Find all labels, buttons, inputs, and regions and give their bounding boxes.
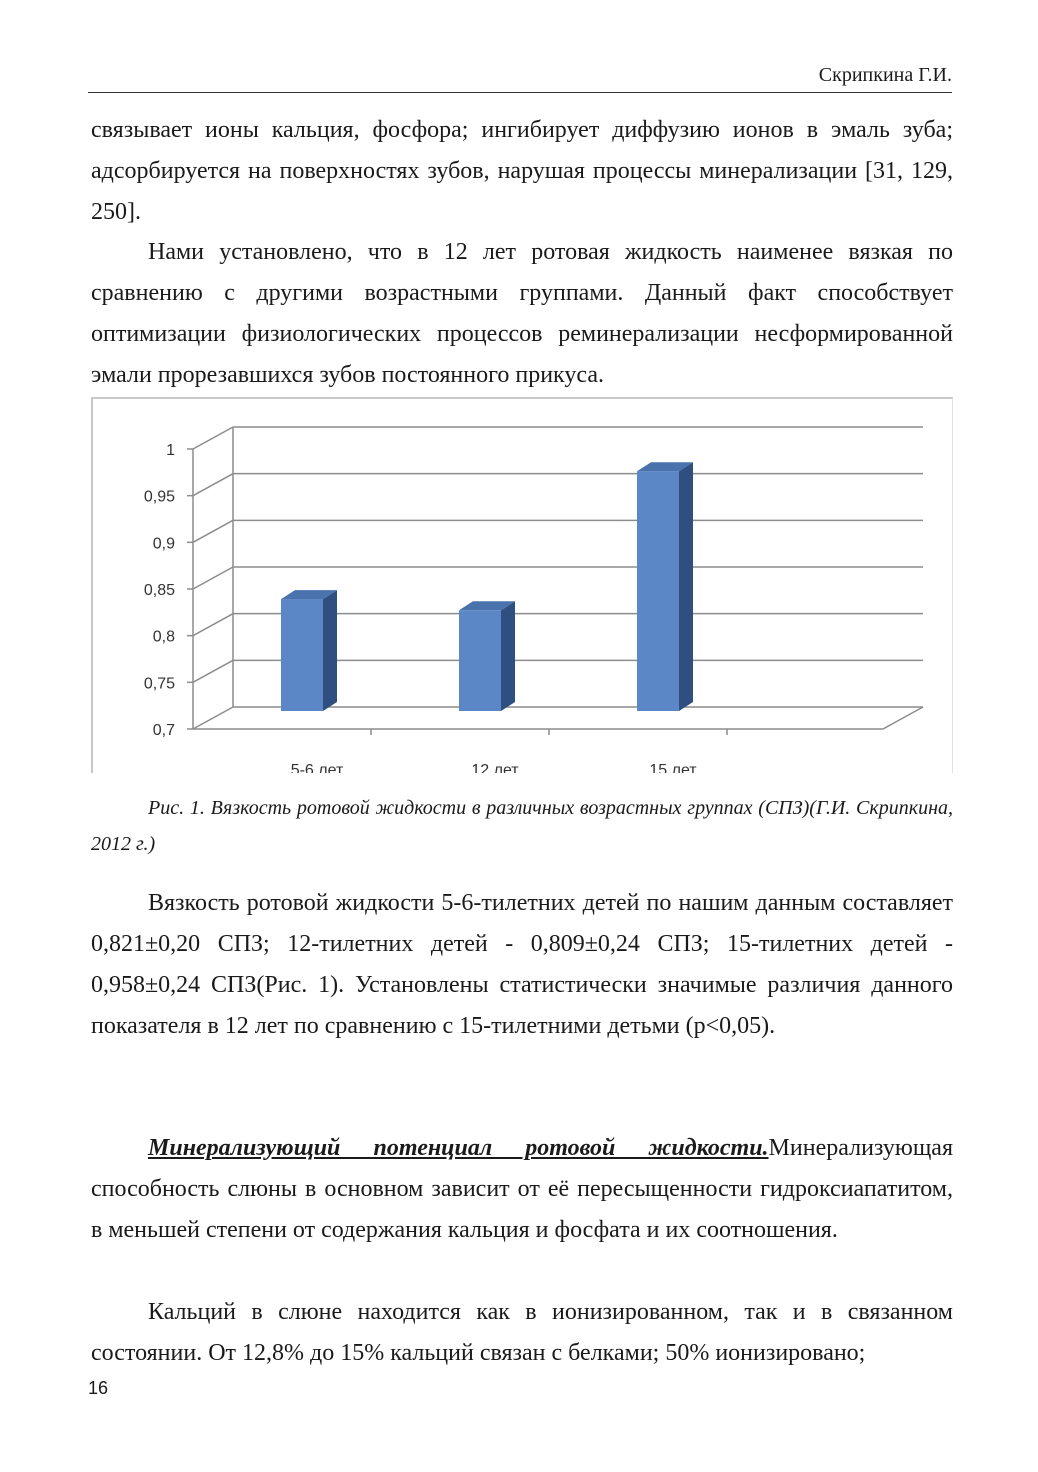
paragraph-2: Нами установлено, что в 12 лет ротовая жидкость наименее вязкая по сравнению с другими возрастными группами. Данный факт способствует оптимизации физиологических процессов реминерализации несформированной эмали прорезавшихся зубов постоянного прикуса. [91, 239, 953, 388]
bar-side [501, 601, 515, 711]
x-tick-label: 15 лет [649, 762, 697, 775]
figure-caption: Рис. 1. Вязкость ротовой жидкости в различных возрастных группах (СПЗ)(Г.И. Скрипкина, 2012 г.) [91, 797, 953, 855]
grid-depth-line [193, 427, 233, 449]
paragraph-5: Кальций в слюне находится как в ионизированном, так и в связанном состоянии. От 12,8% до 15% кальций связан с белками; 50% ионизировано; [91, 1299, 953, 1366]
y-tick-label: 1 [166, 442, 175, 459]
x-tick-label: 5-6 лет [290, 762, 344, 775]
y-tick-label: 0,8 [152, 628, 175, 646]
floor-right-edge [883, 707, 923, 729]
bar [637, 471, 679, 711]
x-tick-label: 12 лет [471, 762, 519, 775]
y-tick-label: 0,75 [143, 675, 175, 693]
grid-depth-line [193, 614, 233, 636]
header-author: Скрипкина Г.И. [818, 64, 952, 86]
page-number: 16 [88, 1378, 109, 1398]
grid-depth-line [193, 660, 233, 682]
paragraph-1: связывает ионы кальция, фосфора; ингибирует диффузию ионов в эмаль зуба; адсорбируется на поверхностях зубов, нарушая процессы минерализации [31, 129, 250]. [91, 117, 953, 225]
bar [281, 599, 323, 711]
grid-depth-line [193, 707, 233, 729]
y-tick-label: 0,7 [152, 722, 175, 739]
bar-side [323, 590, 337, 711]
chart-svg [93, 399, 953, 773]
header-rule [88, 92, 952, 93]
paragraph-4-body: Минерализующая способность слюны в основном зависит от её пересыщенности гидроксиапатитом, в меньшей степени от содержания кальция и фосфата и их соотношения. [91, 1135, 953, 1243]
paragraph-3: Вязкость ротовой жидкости 5-6-тилетних детей по нашим данным составляет 0,821±0,20 СПЗ; 12-тилетних детей - 0,809±0,24 СПЗ; 15-тилетних детей - 0,958±0,24 СПЗ(Рис. 1). Установлены статистически значимые различия данного показателя в 12 лет по сравнению с 15-тилетними детьми (p<0,05). [91, 890, 953, 1039]
section-heading: Минерализующий потенциал ротовой жидкости. [148, 1135, 769, 1161]
y-tick-label: 0,95 [143, 488, 175, 506]
y-tick-label: 0,9 [152, 535, 175, 553]
grid-depth-line [193, 474, 233, 496]
bar-side [679, 462, 693, 711]
y-tick-label: 0,85 [143, 582, 175, 599]
grid-depth-line [193, 520, 233, 542]
grid-depth-line [193, 567, 233, 589]
paragraph-4 [91, 1128, 953, 1251]
bar [459, 610, 501, 711]
viscosity-chart [91, 397, 953, 773]
